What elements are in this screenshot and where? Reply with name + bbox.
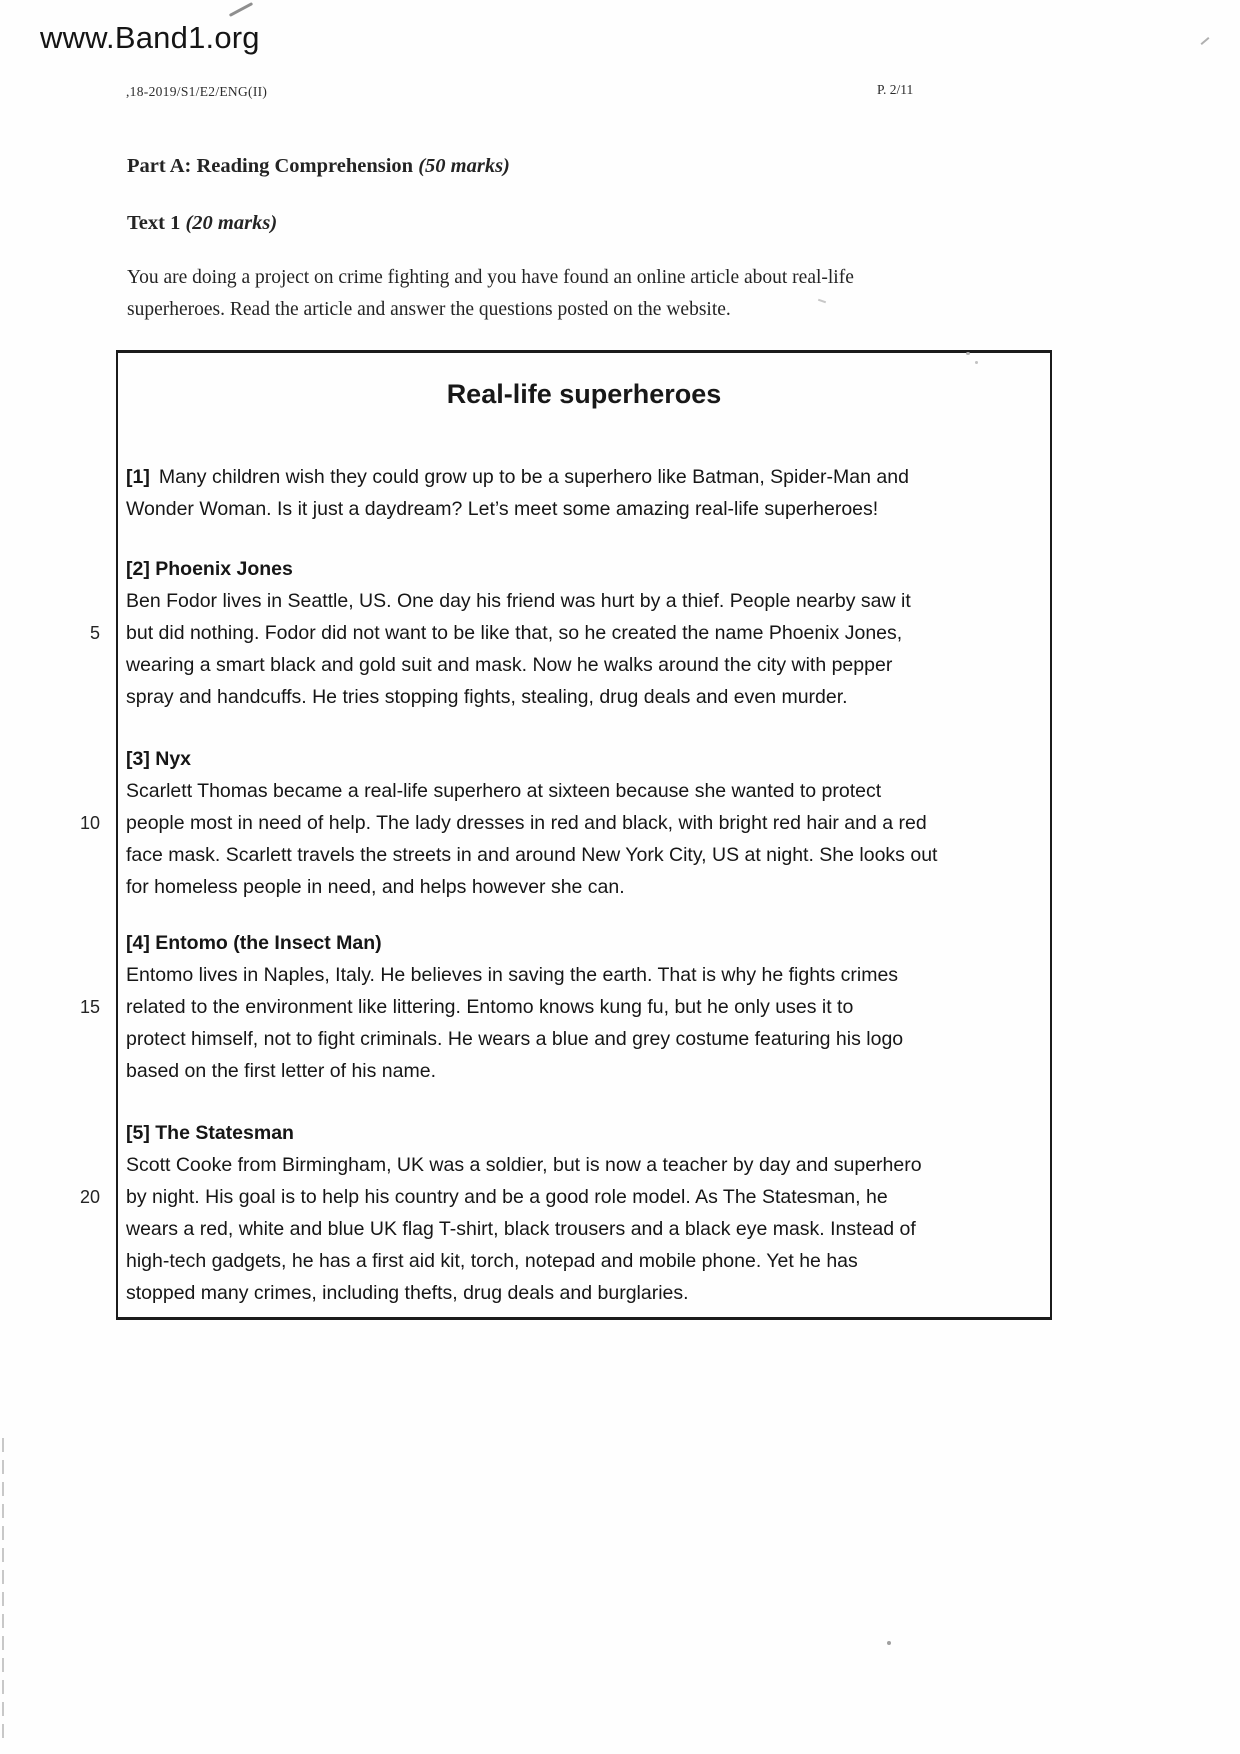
article-line-text: but did nothing. Fodor did not want to be like that, so he created the name Phoenix Jones, bbox=[126, 622, 903, 644]
paragraph-heading-text: [3] Nyx bbox=[126, 748, 192, 770]
paragraph-4 bbox=[79, 927, 1046, 1087]
paragraph-5-heading bbox=[126, 1117, 1046, 1149]
article-line-text: Entomo lives in Naples, Italy. He believes in saving the earth. That is why he fights crimes bbox=[126, 964, 899, 986]
article-line bbox=[126, 871, 1046, 903]
paragraph-3 bbox=[79, 743, 1046, 903]
scan-artifact-dot bbox=[887, 1641, 891, 1645]
paragraph-heading-text: [4] Entomo (the Insect Man) bbox=[126, 932, 382, 954]
article-line-text: wears a red, white and blue UK flag T-shirt, black trousers and a black eye mask. Instead of bbox=[126, 1218, 916, 1240]
scan-artifact-slash bbox=[229, 2, 253, 17]
article-line-text: Ben Fodor lives in Seattle, US. One day his friend was hurt by a thief. People nearby saw it bbox=[126, 590, 911, 612]
article-box bbox=[79, 350, 1052, 1320]
article-line-text: by night. His goal is to help his country and be a good role model. As The Statesman, he bbox=[126, 1186, 888, 1208]
article-line bbox=[79, 1181, 1046, 1213]
article-line-text: wearing a smart black and gold suit and mask. Now he walks around the city with pepper bbox=[126, 654, 893, 676]
paragraph-4-heading bbox=[126, 927, 1046, 959]
article-line bbox=[126, 493, 1046, 525]
margin-line-number-10: 10 bbox=[79, 813, 100, 833]
article-line bbox=[79, 991, 1046, 1023]
article-title: Real-life superheroes bbox=[446, 379, 722, 409]
article-line bbox=[126, 1023, 1046, 1055]
article-line bbox=[126, 585, 1046, 617]
article-line-text: based on the first letter of his name. bbox=[126, 1060, 437, 1082]
article-line bbox=[126, 1149, 1046, 1181]
scan-artifact-dot bbox=[975, 361, 978, 364]
text-1-marks: (20 marks) bbox=[185, 212, 278, 234]
article-line-text: for homeless people in need, and helps however she can. bbox=[126, 876, 625, 898]
part-a-marks: (50 marks) bbox=[418, 155, 510, 177]
margin-line-number-5: 5 bbox=[89, 623, 100, 643]
scan-artifact-edge-line bbox=[2, 1438, 4, 1738]
scan-artifact-tick bbox=[1201, 37, 1210, 45]
article-line bbox=[126, 461, 1046, 493]
paragraph-2 bbox=[89, 553, 1046, 713]
instructions-line: You are doing a project on crime fighting and you have found an online article about real-life bbox=[127, 267, 854, 288]
page-number: P. 2/11 bbox=[877, 82, 914, 97]
margin-line-number-15: 15 bbox=[79, 997, 100, 1017]
paragraph-heading-text: [5] The Statesman bbox=[126, 1122, 294, 1144]
article-line-text: Many children wish they could grow up to be a superhero like Batman, Spider-Man and bbox=[158, 466, 909, 488]
part-a-title-text: Part A: Reading Comprehension bbox=[127, 155, 414, 177]
paragraph-1-marker: [1] bbox=[126, 466, 150, 488]
site-watermark: www.Band1.org bbox=[40, 20, 260, 55]
article-line-text: protect himself, not to fight criminals. He wears a blue and grey costume featuring his logo bbox=[126, 1028, 904, 1050]
task-instructions bbox=[127, 262, 1057, 326]
paragraph-1 bbox=[126, 461, 1046, 525]
text-1-title bbox=[127, 212, 277, 235]
article-line-text: spray and handcuffs. He tries stopping fights, stealing, drug deals and even murder. bbox=[126, 686, 848, 708]
article-line bbox=[126, 775, 1046, 807]
article-line-text: people most in need of help. The lady dresses in red and black, with bright red hair and a red bbox=[126, 812, 927, 834]
part-a-title bbox=[127, 155, 510, 178]
article-line-text: stopped many crimes, including thefts, drug deals and burglaries. bbox=[126, 1282, 689, 1304]
margin-line-number-20: 20 bbox=[79, 1187, 100, 1207]
article-line-text: related to the environment like littering. Entomo knows kung fu, but he only uses it to bbox=[126, 996, 854, 1018]
article-line bbox=[126, 1213, 1046, 1245]
article-line-text: Wonder Woman. Is it just a daydream? Let’s meet some amazing real-life superheroes! bbox=[126, 498, 879, 520]
paragraph-heading-text: [2] Phoenix Jones bbox=[126, 558, 293, 580]
article-line bbox=[126, 839, 1046, 871]
article-line-text: high-tech gadgets, he has a first aid kit, torch, notepad and mobile phone. Yet he has bbox=[126, 1250, 858, 1272]
article-line bbox=[79, 807, 1046, 839]
instructions-line: superheroes. Read the article and answer the questions posted on the website. bbox=[127, 299, 731, 320]
article-line bbox=[126, 959, 1046, 991]
exam-code: ,18-2019/S1/E2/ENG(II) bbox=[126, 84, 268, 99]
article-line-text: Scott Cooke from Birmingham, UK was a soldier, but is now a teacher by day and superhero bbox=[126, 1154, 922, 1176]
article-line bbox=[126, 1245, 1046, 1277]
scan-artifact-dot bbox=[966, 352, 970, 355]
paragraph-5 bbox=[79, 1117, 1046, 1309]
article-line bbox=[89, 617, 1046, 649]
article-line bbox=[126, 1055, 1046, 1087]
article-line bbox=[126, 1277, 1046, 1309]
article-line bbox=[126, 649, 1046, 681]
article-line-text: Scarlett Thomas became a real-life superhero at sixteen because she wanted to protect bbox=[126, 780, 882, 802]
text-1-title-text: Text 1 bbox=[127, 212, 181, 234]
article-line-text: face mask. Scarlett travels the streets in and around New York City, US at night. She looks out bbox=[126, 844, 938, 866]
paragraph-2-heading bbox=[126, 553, 1046, 585]
paragraph-3-heading bbox=[126, 743, 1046, 775]
article-line bbox=[126, 681, 1046, 713]
